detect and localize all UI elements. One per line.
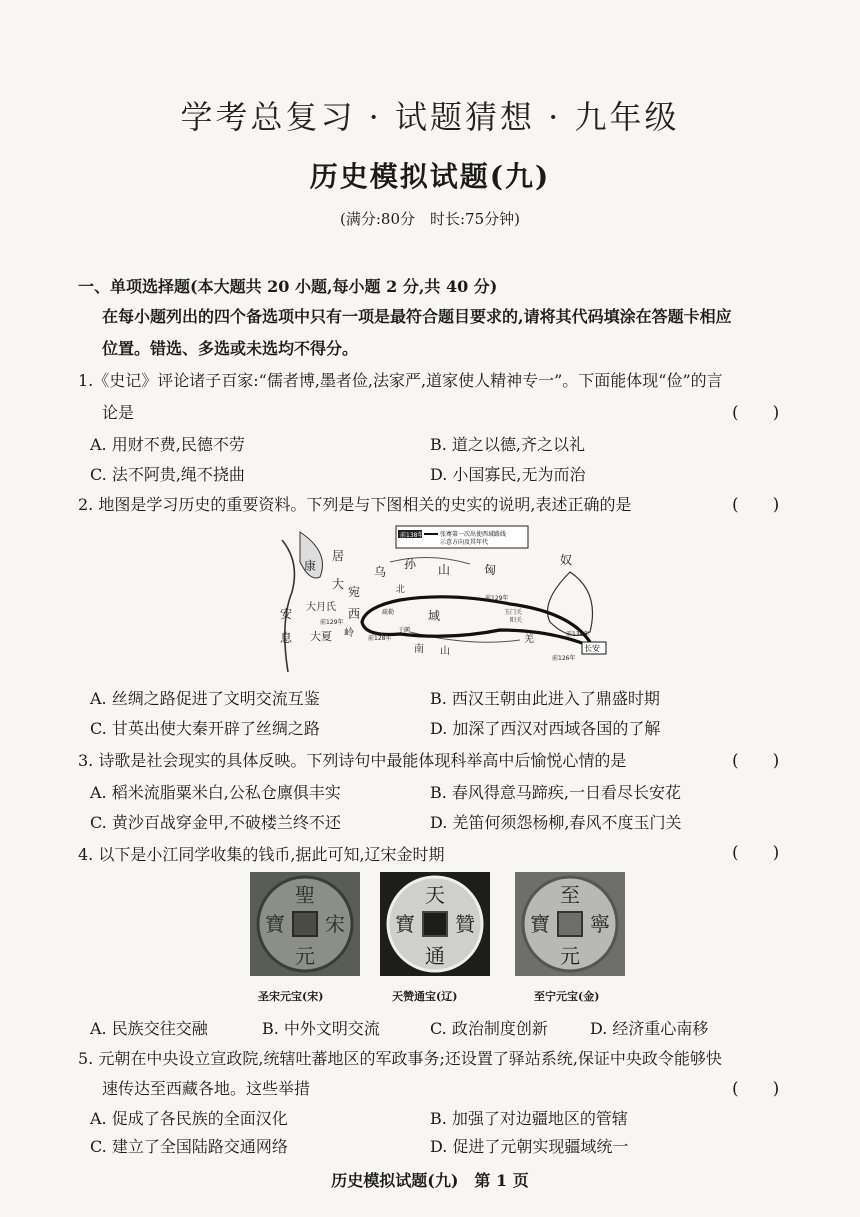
q2-option-c: C. 甘英出使大秦开辟了丝绸之路 [90,719,320,738]
q3-answer-paren: ( ) [732,751,780,771]
coin-char: 寶 [265,912,285,936]
q4-stem: 4. 以下是小江同学收集的钱币,据此可知,辽宋金时期 [78,845,445,864]
q2-answer-paren: ( ) [732,495,780,515]
map-label: 岭 [344,628,354,639]
coin-char: 聖 [295,883,315,907]
q3-option-b: B. 春风得意马蹄疾,一日看尽长安花 [430,783,682,802]
exam-meta: (满分:80分 时长:75分钟) [340,210,520,228]
legend-text-1: 张骞第一次出使西域路线 [440,531,507,538]
page-footer: 历史模拟试题(九) 第 1 页 [331,1171,529,1190]
coin-caption-liao: 天赞通宝(辽) [392,990,458,1003]
coin-char: 寶 [530,912,550,936]
instruction-line-2: 位置。错选、多选或未选均不得分。 [102,339,359,358]
map-place-label: 阳关 [510,617,523,624]
map-label: 山 [438,563,451,577]
coin-char: 通 [425,944,445,968]
coin-char: 寧 [590,912,610,936]
coin-photo-jin [515,872,625,976]
map-year-label: 前138年 [566,631,590,638]
map-year-label: 前129年 [320,619,344,626]
q5-option-a: A. 促成了各民族的全面汉化 [90,1109,288,1128]
map-label: 西 [348,607,361,621]
q3-option-a: A. 稻米流脂粟米白,公私仓廪俱丰实 [90,783,341,802]
map-label: 南 [414,644,424,655]
q1-stem-line2: 论是 [102,403,135,422]
map-label: 大 [332,577,345,591]
map-label: 匈 [484,563,497,577]
coin-char: 宋 [325,912,345,936]
q1-option-c: C. 法不阿贵,绳不挠曲 [90,465,245,484]
coin-char: 天 [425,883,445,907]
q5-option-b: B. 加强了对边疆地区的管辖 [430,1109,628,1128]
q2-option-a: A. 丝绸之路促进了文明交流互鉴 [90,689,320,708]
q1-option-a: A. 用财不费,民德不劳 [90,435,245,454]
q4-answer-paren: ( ) [732,843,780,863]
q4-option-a: A. 民族交往交融 [90,1019,208,1038]
map-label: 北 [396,585,406,595]
map-year-label: 前126年 [552,655,576,662]
map-label: 大月氏 [306,602,336,613]
coin-char: 元 [560,944,580,968]
q5-option-d: D. 促进了元朝实现疆域统一 [430,1137,629,1156]
map-label: 息 [280,631,293,645]
q1-stem-line1: 1.《史记》评论诸子百家:“儒者博,墨者俭,法家严,道家使人精神专一”。下面能体现“俭”的言 [78,371,723,390]
map-label: 居 [332,549,345,563]
zhang-qian-route-map [270,522,610,678]
map-label: 大夏 [310,630,332,643]
map-label: 安 [280,607,293,621]
map-year-label: 前128年 [368,635,392,642]
coin-caption-jin: 至宁元宝(金) [534,990,600,1003]
q3-option-c: C. 黄沙百战穿金甲,不破楼兰终不还 [90,813,341,832]
coin-photo-song [250,872,360,976]
map-label: 山 [440,646,450,657]
map-label: 乌 [374,565,387,579]
page-title: 历史模拟试题(九) [309,160,551,193]
q2-option-b: B. 西汉王朝由此进入了鼎盛时期 [430,689,660,708]
q5-answer-paren: ( ) [732,1079,780,1099]
coin-char: 至 [560,883,580,907]
map-label: 羌 [524,634,534,645]
q4-option-d: D. 经济重心南移 [590,1019,709,1038]
series-heading: 学考总复习 · 试题猜想 · 九年级 [180,98,680,136]
coin-char: 寶 [395,912,415,936]
q5-option-c: C. 建立了全国陆路交通网络 [90,1137,288,1156]
coin-photo-liao [380,872,490,976]
q5-stem-line1: 5. 元朝在中央设立宣政院,统辖吐蕃地区的军政事务;还设置了驿站系统,保证中央政令能够快 [78,1049,722,1068]
map-place-label: 玉门关 [504,609,523,616]
map-label: 域 [428,609,441,623]
q1-answer-paren: ( ) [732,403,780,423]
legend-year: 前138年 [400,532,424,539]
q2-option-d: D. 加深了西汉对西域各国的了解 [430,719,661,738]
map-place-label: 于阗 [398,627,411,634]
map-place-label: 疏勒 [382,609,395,616]
section-heading: 一、单项选择题(本大题共 20 小题,每小题 2 分,共 40 分) [78,277,498,296]
q1-option-d: D. 小国寡民,无为而治 [430,465,586,484]
changan-label: 长安 [584,644,600,653]
map-label: 孙 [404,557,417,571]
map-label: 康 [304,559,317,573]
q2-stem: 2. 地图是学习历史的重要资料。下列是与下图相关的史实的说明,表述正确的是 [78,495,632,514]
instruction-line-1: 在每小题列出的四个备选项中只有一项是最符合题目要求的,请将其代码填涂在答题卡相应 [102,307,732,326]
q5-stem-line2: 速传达至西藏各地。这些举措 [102,1079,311,1098]
legend-text-2: 示意方向及其年代 [440,539,489,546]
q4-option-b: B. 中外文明交流 [262,1019,380,1038]
q3-stem: 3. 诗歌是社会现实的具体反映。下列诗句中最能体现科举高中后愉悦心情的是 [78,751,627,770]
map-label: 宛 [348,585,361,599]
coin-caption-song: 圣宋元宝(宋) [258,990,324,1003]
q1-option-b: B. 道之以德,齐之以礼 [430,435,586,454]
map-year-label: 前129年 [485,595,509,602]
q4-option-c: C. 政治制度创新 [430,1019,548,1038]
coin-char: 贊 [455,912,475,936]
coin-char: 元 [295,944,315,968]
q3-option-d: D. 羌笛何须怨杨柳,春风不度玉门关 [430,813,682,832]
map-label: 奴 [560,553,573,567]
